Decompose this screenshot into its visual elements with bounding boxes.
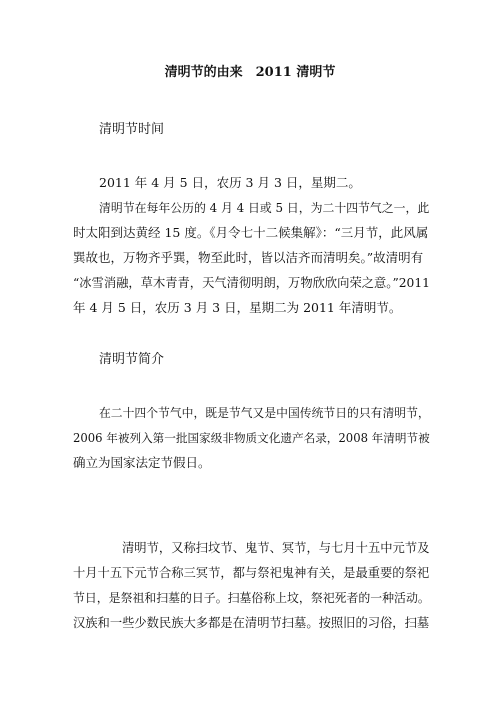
paragraph-line: 年 4 月 5 日，农历 3 月 3 日，星期二为 2011 年清明节。 [73, 300, 402, 315]
paragraph-line: 清明节在每年公历的 4 月 4 日或 5 日，为二十四节气之一，此 [99, 201, 430, 215]
paragraph-line: 清明节，又称扫坟节、鬼节、冥节，与七月十五中元节及 [122, 541, 430, 555]
paragraph-line: “冰雪消融，草木青青，天气清彻明朗，万物欣欣向荣之意。”2011 [73, 276, 430, 290]
paragraph-line: 在二十四个节气中，既是节气又是中国传统节日的只有清明节， [99, 406, 430, 420]
paragraph-line: 巽故也，万物齐乎巽，物至此时，皆以洁齐而清明矣。”故清明有 [73, 250, 424, 265]
paragraph-line: 时太阳到达黄经 15 度。《月令七十二候集解》：“三月节，此风属 [73, 225, 429, 240]
paragraph-line: 确立为国家法定节假日。 [73, 455, 211, 470]
paragraph-line: 节日，是祭祖和扫墓的日子。扫墓俗称上坟，祭祀死者的一种活动。 [73, 591, 430, 605]
document-title: 清明节的由来 2011 清明节 [164, 65, 336, 80]
paragraph-line: 汉族和一些少数民族大多都是在清明节扫墓。按照旧的习俗，扫墓 [73, 616, 430, 630]
paragraph-line: 十月十五下元节合称三冥节，都与祭祀鬼神有关，是最重要的祭祀 [73, 566, 430, 580]
section-heading-time: 清明节时间 [99, 122, 165, 137]
section-heading-intro: 清明节简介 [99, 352, 165, 367]
paragraph-line: 2006 年被列入第一批国家级非物质文化遗产名录，2008 年清明节被 [73, 431, 430, 445]
paragraph-line: 2011 年 4 月 5 日，农历 3 月 3 日，星期二。 [99, 175, 361, 190]
